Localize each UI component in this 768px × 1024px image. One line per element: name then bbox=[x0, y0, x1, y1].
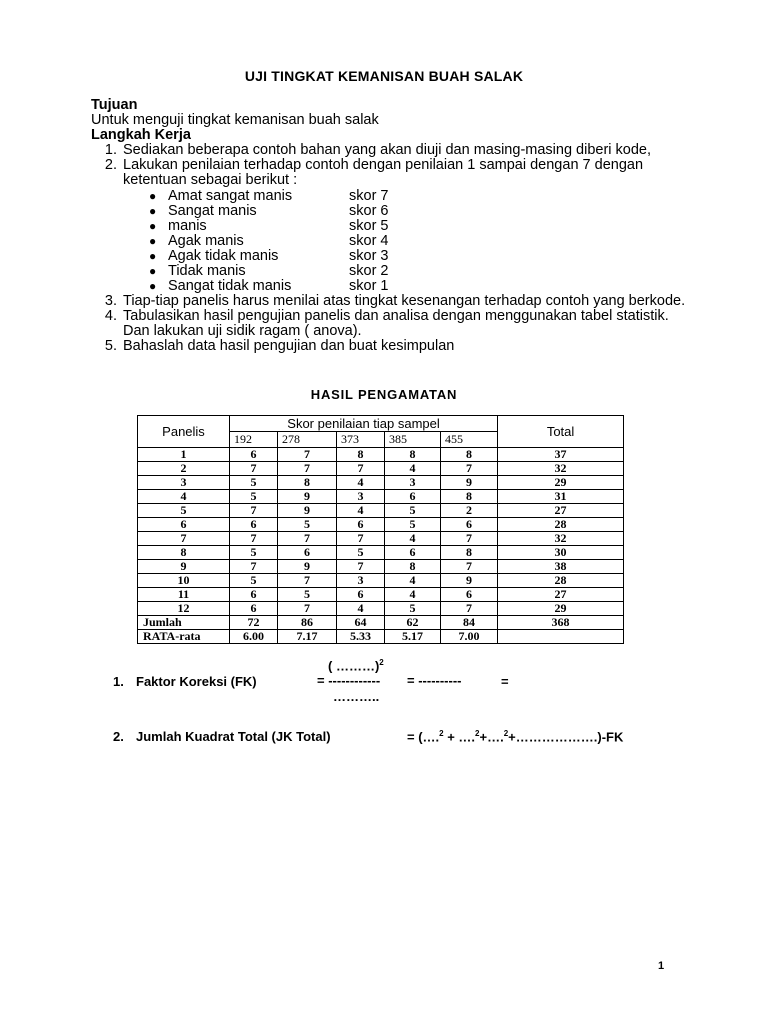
score-cell: 7 bbox=[278, 462, 337, 476]
fk-numerator: ( ………)$^2$ bbox=[328, 658, 384, 674]
total-cell: 30 bbox=[498, 546, 624, 560]
score-cell: 3 bbox=[385, 476, 441, 490]
score-cell: 9 bbox=[278, 560, 337, 574]
total-cell: 32 bbox=[498, 532, 624, 546]
panelis-cell: 2 bbox=[138, 462, 230, 476]
fk-fraction-line: = ------------ bbox=[317, 673, 381, 688]
jk-label: Jumlah Kuadrat Total (JK Total) bbox=[136, 729, 331, 744]
total-cell: 29 bbox=[498, 476, 624, 490]
score-cell: 9 bbox=[278, 504, 337, 518]
score-cell: 7 bbox=[441, 602, 498, 616]
total-cell: 37 bbox=[498, 448, 624, 462]
jumlah-row bbox=[138, 616, 624, 630]
bullet-icon: ● bbox=[149, 204, 157, 218]
tujuan-heading: Tujuan bbox=[91, 97, 138, 113]
sample-code: 455 bbox=[441, 432, 498, 448]
langkah-heading: Langkah Kerja bbox=[91, 127, 191, 143]
panelis-cell: 12 bbox=[138, 602, 230, 616]
fk-number: 1. bbox=[113, 674, 124, 689]
table-row bbox=[138, 574, 624, 588]
table-row bbox=[138, 448, 624, 462]
score-cell: 7 bbox=[278, 532, 337, 546]
document-title: UJI TINGKAT KEMANISAN BUAH SALAK bbox=[244, 68, 524, 84]
score-item: ● manis skor 5 bbox=[149, 218, 389, 234]
fk-label: Faktor Koreksi (FK) bbox=[136, 674, 257, 689]
score-cell: 9 bbox=[278, 490, 337, 504]
score-cell: 7 bbox=[337, 560, 385, 574]
jumlah-cell: 62 bbox=[385, 616, 441, 630]
score-item: ● Agak manis skor 4 bbox=[149, 233, 389, 249]
bullet-icon: ● bbox=[149, 234, 157, 248]
score-cell: 4 bbox=[337, 476, 385, 490]
panelis-cell: 4 bbox=[138, 490, 230, 504]
score-cell: 8 bbox=[278, 476, 337, 490]
score-cell: 6 bbox=[230, 602, 278, 616]
rata-label: RATA-rata bbox=[138, 630, 230, 644]
score-cell: 6 bbox=[337, 588, 385, 602]
score-cell: 4 bbox=[385, 462, 441, 476]
bullet-icon: ● bbox=[149, 264, 157, 278]
sample-code: 278 bbox=[278, 432, 337, 448]
score-item: ● Amat sangat manis skor 7 bbox=[149, 188, 389, 204]
jumlah-label: Jumlah bbox=[138, 616, 230, 630]
total-cell: 28 bbox=[498, 574, 624, 588]
step-item: 2. Lakukan penilaian terhadap contoh dengan penilaian 1 sampai dengan 7 dengan ketentuan sebagai berikut : ● Amat sangat manis skor 7 ● Sangat manis skor 6 ● manis skor 5 ● Agak manis skor 4 ● Agak tidak manis skor 3 ● Tidak manis skor 2 ● Sangat tidak manis skor 1 bbox=[121, 158, 691, 294]
score-cell: 4 bbox=[337, 602, 385, 616]
score-cell: 7 bbox=[278, 574, 337, 588]
jk-number: 2. bbox=[113, 729, 124, 744]
total-cell: 27 bbox=[498, 504, 624, 518]
rata-cell: 5.33 bbox=[337, 630, 385, 644]
page-number: 1 bbox=[658, 960, 665, 972]
panelis-cell: 3 bbox=[138, 476, 230, 490]
score-cell: 7 bbox=[278, 602, 337, 616]
score-cell: 9 bbox=[441, 476, 498, 490]
score-cell: 5 bbox=[230, 490, 278, 504]
sample-code: 385 bbox=[385, 432, 441, 448]
score-cell: 7 bbox=[441, 532, 498, 546]
jumlah-cell: 64 bbox=[337, 616, 385, 630]
sample-code: 192 bbox=[230, 432, 278, 448]
panelis-cell: 5 bbox=[138, 504, 230, 518]
table-row bbox=[138, 476, 624, 490]
total-cell: 38 bbox=[498, 560, 624, 574]
score-item: ● Agak tidak manis skor 3 bbox=[149, 248, 389, 264]
steps-list bbox=[91, 143, 691, 354]
document-body bbox=[91, 98, 691, 354]
score-cell: 7 bbox=[230, 504, 278, 518]
score-cell: 5 bbox=[278, 588, 337, 602]
table-header-row bbox=[138, 416, 624, 432]
fk-equals: = bbox=[501, 674, 509, 689]
score-cell: 7 bbox=[230, 560, 278, 574]
total-cell: 29 bbox=[498, 602, 624, 616]
panelis-cell: 9 bbox=[138, 560, 230, 574]
total-cell: 32 bbox=[498, 462, 624, 476]
score-cell: 4 bbox=[385, 574, 441, 588]
rata-cell: 7.00 bbox=[441, 630, 498, 644]
score-cell: 7 bbox=[230, 462, 278, 476]
score-cell: 6 bbox=[441, 518, 498, 532]
score-cell: 9 bbox=[441, 574, 498, 588]
score-cell: 7 bbox=[337, 462, 385, 476]
bullet-icon: ● bbox=[149, 249, 157, 263]
bullet-icon: ● bbox=[149, 219, 157, 233]
jumlah-cell: 72 bbox=[230, 616, 278, 630]
score-cell: 5 bbox=[230, 574, 278, 588]
jumlah-cell: 84 bbox=[441, 616, 498, 630]
results-title: HASIL PENGAMATAN bbox=[310, 387, 458, 402]
table-row bbox=[138, 546, 624, 560]
score-cell: 4 bbox=[385, 532, 441, 546]
fk-second-line: = ---------- bbox=[407, 673, 462, 688]
step-item: 5. Bahaslah data hasil pengujian dan buat kesimpulan bbox=[121, 339, 691, 354]
rata-total-cell bbox=[498, 630, 624, 644]
step-item: 3. Tiap-tiap panelis harus menilai atas tingkat kesenangan terhadap contoh yang berkode. bbox=[121, 294, 691, 309]
step-item: 4. Tabulasikan hasil pengujian panelis dan analisa dengan menggunakan tabel statistik. Dan lakukan uji sidik ragam ( anova). bbox=[121, 309, 691, 339]
score-cell: 5 bbox=[337, 546, 385, 560]
score-cell: 6 bbox=[337, 518, 385, 532]
score-cell: 6 bbox=[230, 588, 278, 602]
step-item: 1. Sediakan beberapa contoh bahan yang akan diuji dan masing-masing diberi kode, bbox=[121, 143, 691, 158]
score-cell: 8 bbox=[385, 560, 441, 574]
score-cell: 3 bbox=[337, 490, 385, 504]
score-cell: 6 bbox=[278, 546, 337, 560]
score-cell: 5 bbox=[230, 546, 278, 560]
table-row bbox=[138, 532, 624, 546]
score-item: ● Sangat manis skor 6 bbox=[149, 203, 389, 219]
score-cell: 7 bbox=[441, 560, 498, 574]
score-cell: 3 bbox=[337, 574, 385, 588]
results-table bbox=[137, 415, 624, 644]
score-cell: 8 bbox=[441, 490, 498, 504]
score-list bbox=[123, 189, 691, 294]
score-cell: 5 bbox=[230, 476, 278, 490]
score-cell: 7 bbox=[337, 532, 385, 546]
total-cell: 28 bbox=[498, 518, 624, 532]
score-cell: 7 bbox=[441, 462, 498, 476]
table-row bbox=[138, 588, 624, 602]
table-row bbox=[138, 490, 624, 504]
score-cell: 5 bbox=[278, 518, 337, 532]
table-row bbox=[138, 518, 624, 532]
panelis-header: Panelis bbox=[138, 416, 230, 448]
rata-cell: 5.17 bbox=[385, 630, 441, 644]
table-row bbox=[138, 504, 624, 518]
panelis-cell: 10 bbox=[138, 574, 230, 588]
score-item: ● Sangat tidak manis skor 1 bbox=[149, 278, 389, 294]
skor-header: Skor penilaian tiap sampel bbox=[230, 416, 498, 432]
bullet-icon: ● bbox=[149, 189, 157, 203]
table-row bbox=[138, 462, 624, 476]
rata-cell: 7.17 bbox=[278, 630, 337, 644]
fk-denominator: ……….. bbox=[333, 689, 380, 704]
total-cell: 27 bbox=[498, 588, 624, 602]
score-cell: 5 bbox=[385, 602, 441, 616]
panelis-cell: 7 bbox=[138, 532, 230, 546]
score-cell: 7 bbox=[278, 448, 337, 462]
rata-cell: 6.00 bbox=[230, 630, 278, 644]
score-cell: 4 bbox=[385, 588, 441, 602]
total-header: Total bbox=[498, 416, 624, 448]
score-cell: 8 bbox=[337, 448, 385, 462]
score-cell: 5 bbox=[385, 518, 441, 532]
jk-expression: = (….$^2$ + ….$^2$+….$^2$+……………….)-FK bbox=[407, 729, 624, 745]
score-cell: 8 bbox=[441, 546, 498, 560]
table-row bbox=[138, 602, 624, 616]
rata-row bbox=[138, 630, 624, 644]
score-cell: 6 bbox=[230, 448, 278, 462]
score-cell: 7 bbox=[230, 532, 278, 546]
sample-code: 373 bbox=[337, 432, 385, 448]
score-cell: 4 bbox=[337, 504, 385, 518]
score-cell: 6 bbox=[441, 588, 498, 602]
score-cell: 2 bbox=[441, 504, 498, 518]
panelis-cell: 11 bbox=[138, 588, 230, 602]
tujuan-text: Untuk menguji tingkat kemanisan buah salak bbox=[91, 112, 379, 128]
score-cell: 6 bbox=[230, 518, 278, 532]
score-cell: 8 bbox=[441, 448, 498, 462]
score-cell: 6 bbox=[385, 490, 441, 504]
bullet-icon: ● bbox=[149, 279, 157, 293]
panelis-cell: 1 bbox=[138, 448, 230, 462]
score-cell: 5 bbox=[385, 504, 441, 518]
score-cell: 8 bbox=[385, 448, 441, 462]
score-cell: 6 bbox=[385, 546, 441, 560]
panelis-cell: 8 bbox=[138, 546, 230, 560]
score-item: ● Tidak manis skor 2 bbox=[149, 263, 389, 279]
panelis-cell: 6 bbox=[138, 518, 230, 532]
table-row bbox=[138, 560, 624, 574]
jumlah-total-cell: 368 bbox=[498, 616, 624, 630]
total-cell: 31 bbox=[498, 490, 624, 504]
jumlah-cell: 86 bbox=[278, 616, 337, 630]
